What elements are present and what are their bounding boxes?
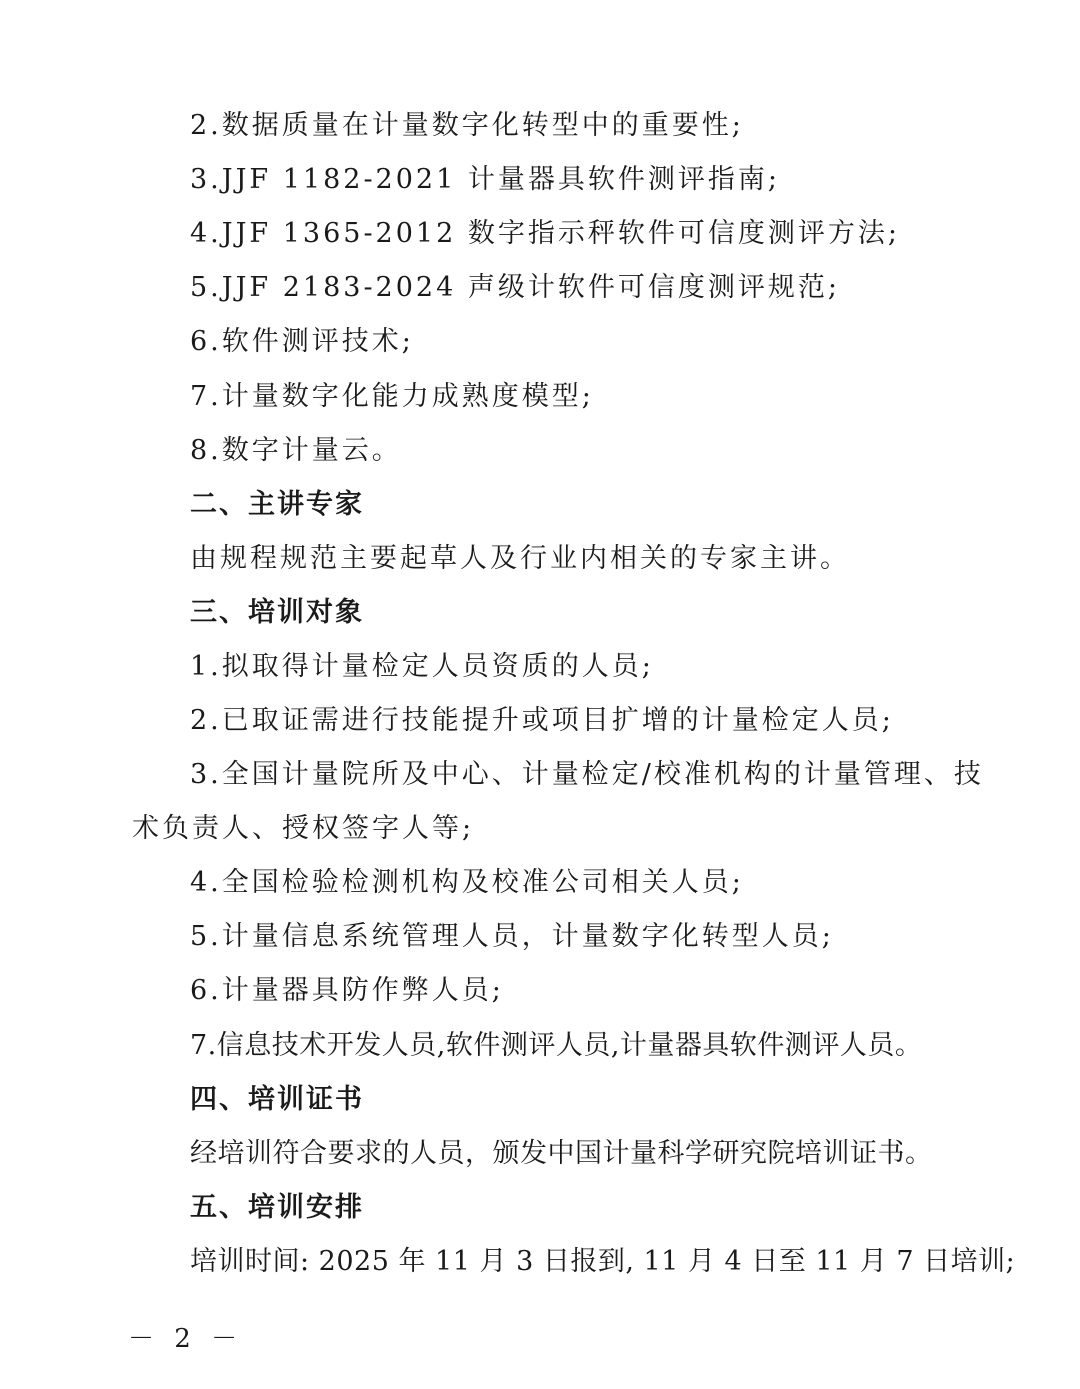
list-item: 2.已取证需进行技能提升或项目扩增的计量检定人员; [190, 705, 894, 736]
section-body-schedule: 培训时间: 2025 年 11 月 3 日报到, 11 月 4 日至 11 月 7 日培训; [190, 1246, 1016, 1277]
list-item: 4.全国检验检测机构及校准公司相关人员; [190, 867, 744, 898]
section-heading-lecturers: 二、主讲专家 [190, 489, 364, 520]
list-item: 7.计量数字化能力成熟度模型; [190, 381, 594, 412]
section-body-certificate: 经培训符合要求的人员，颁发中国计量科学研究院培训证书。 [190, 1138, 933, 1169]
list-item: 2.数据质量在计量数字化转型中的重要性; [190, 110, 744, 141]
list-item: 5.计量信息系统管理人员，计量数字化转型人员; [190, 921, 834, 952]
page-number: － 2 － [128, 1324, 244, 1354]
section-heading-trainees: 三、培训对象 [190, 597, 364, 628]
section-body-lecturers: 由规程规范主要起草人及行业内相关的专家主讲。 [190, 543, 850, 574]
section-heading-certificate: 四、培训证书 [190, 1084, 364, 1115]
section-heading-schedule: 五、培训安排 [190, 1192, 364, 1223]
list-item: 3.全国计量院所及中心、计量检定/校准机构的计量管理、技 [190, 759, 984, 790]
list-item: 7.信息技术开发人员,软件测评人员,计量器具软件测评人员。 [190, 1030, 923, 1061]
list-item: 8.数字计量云。 [190, 435, 402, 466]
list-item: 6.计量器具防作弊人员; [190, 975, 504, 1006]
list-item: 4.JJF 1365-2012 数字指示秤软件可信度测评方法; [190, 218, 900, 249]
list-item: 3.JJF 1182-2021 计量器具软件测评指南; [190, 164, 780, 195]
list-item: 1.拟取得计量检定人员资质的人员; [190, 651, 654, 682]
list-item: 5.JJF 2183-2024 声级计软件可信度测评规范; [190, 272, 840, 303]
list-item: 6.软件测评技术; [190, 326, 414, 357]
list-item-continuation: 术负责人、授权签字人等; [132, 813, 475, 844]
